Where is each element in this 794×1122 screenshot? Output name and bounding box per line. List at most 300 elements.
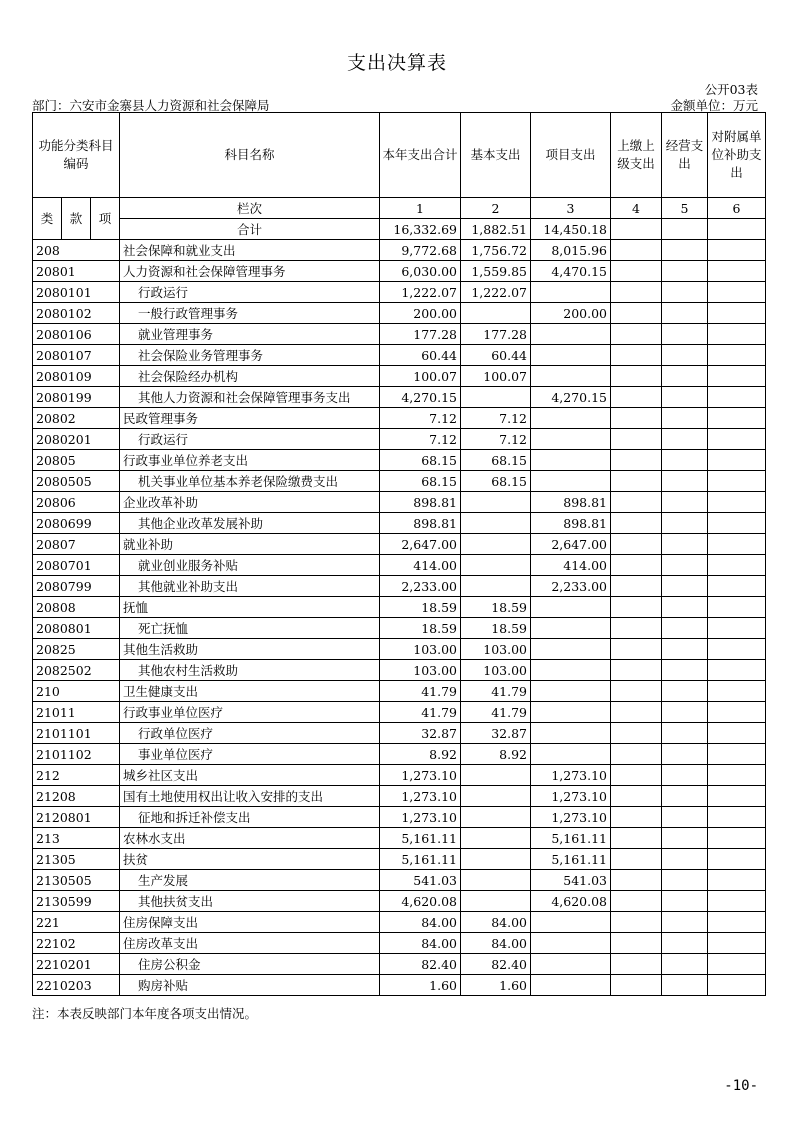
row-code: 212 xyxy=(33,765,120,786)
row-business xyxy=(662,555,708,576)
row-business xyxy=(662,744,708,765)
table-row xyxy=(33,387,766,408)
table-row xyxy=(33,513,766,534)
row-name: 企业改革补助 xyxy=(120,492,380,513)
row-upper xyxy=(611,870,662,891)
table-row xyxy=(33,660,766,681)
row-project xyxy=(531,975,611,996)
table-row xyxy=(33,366,766,387)
table-note: 注：本表反映部门本年度各项支出情况。 xyxy=(32,1006,258,1021)
row-subsidiary xyxy=(708,303,766,324)
row-name: 行政运行 xyxy=(120,282,380,303)
row-name: 社会保障和就业支出 xyxy=(120,240,380,261)
row-project xyxy=(531,744,611,765)
row-total: 7.12 xyxy=(380,408,461,429)
row-basic: 84.00 xyxy=(461,912,531,933)
table-row xyxy=(33,849,766,870)
row-name: 其他人力资源和社会保障管理事务支出 xyxy=(120,387,380,408)
row-code: 2080699 xyxy=(33,513,120,534)
table-row xyxy=(33,828,766,849)
row-upper xyxy=(611,513,662,534)
row-business xyxy=(662,828,708,849)
row-subsidiary xyxy=(708,744,766,765)
row-business xyxy=(662,912,708,933)
row-name: 行政事业单位养老支出 xyxy=(120,450,380,471)
row-project: 8,015.96 xyxy=(531,240,611,261)
row-subsidiary xyxy=(708,492,766,513)
row-subsidiary xyxy=(708,387,766,408)
row-project xyxy=(531,324,611,345)
row-total: 41.79 xyxy=(380,681,461,702)
row-project xyxy=(531,660,611,681)
row-total: 9,772.68 xyxy=(380,240,461,261)
row-basic xyxy=(461,849,531,870)
row-code: 20801 xyxy=(33,261,120,282)
row-business xyxy=(662,366,708,387)
table-row xyxy=(33,282,766,303)
row-total: 541.03 xyxy=(380,870,461,891)
row-code: 2080801 xyxy=(33,618,120,639)
row-total: 68.15 xyxy=(380,471,461,492)
row-basic: 1.60 xyxy=(461,975,531,996)
row-code: 210 xyxy=(33,681,120,702)
table-row xyxy=(33,891,766,912)
table-row xyxy=(33,324,766,345)
row-basic xyxy=(461,534,531,555)
header-total: 本年支出合计 xyxy=(380,113,461,198)
row-project: 1,273.10 xyxy=(531,807,611,828)
row-name: 机关事业单位基本养老保险缴费支出 xyxy=(120,471,380,492)
row-project: 1,273.10 xyxy=(531,786,611,807)
row-subsidiary xyxy=(708,429,766,450)
table-row xyxy=(33,912,766,933)
row-code: 2082502 xyxy=(33,660,120,681)
row-business xyxy=(662,303,708,324)
row-project: 4,620.08 xyxy=(531,891,611,912)
row-basic: 41.79 xyxy=(461,702,531,723)
row-code: 2080101 xyxy=(33,282,120,303)
row-business xyxy=(662,282,708,303)
row-total: 5,161.11 xyxy=(380,849,461,870)
table-row xyxy=(33,870,766,891)
row-project: 2,233.00 xyxy=(531,576,611,597)
row-project: 898.81 xyxy=(531,492,611,513)
row-project: 4,470.15 xyxy=(531,261,611,282)
row-name: 住房公积金 xyxy=(120,954,380,975)
row-business xyxy=(662,576,708,597)
row-business xyxy=(662,534,708,555)
row-total: 1,273.10 xyxy=(380,765,461,786)
row-business xyxy=(662,702,708,723)
row-upper xyxy=(611,282,662,303)
row-subsidiary xyxy=(708,786,766,807)
row-code: 2080106 xyxy=(33,324,120,345)
header-lanci: 栏次 xyxy=(120,198,380,219)
row-basic xyxy=(461,891,531,912)
row-code: 21208 xyxy=(33,786,120,807)
col-num-6: 6 xyxy=(708,198,766,219)
row-total: 1,222.07 xyxy=(380,282,461,303)
row-project xyxy=(531,702,611,723)
row-upper xyxy=(611,450,662,471)
row-name: 社会保险经办机构 xyxy=(120,366,380,387)
row-project xyxy=(531,618,611,639)
row-business xyxy=(662,387,708,408)
table-row xyxy=(33,492,766,513)
row-upper xyxy=(611,786,662,807)
row-upper xyxy=(611,387,662,408)
row-name: 其他生活救助 xyxy=(120,639,380,660)
row-business xyxy=(662,345,708,366)
row-code: 20808 xyxy=(33,597,120,618)
row-upper xyxy=(611,261,662,282)
row-total: 84.00 xyxy=(380,933,461,954)
row-project: 1,273.10 xyxy=(531,765,611,786)
row-subsidiary xyxy=(708,723,766,744)
row-subsidiary xyxy=(708,450,766,471)
header-project: 项目支出 xyxy=(531,113,611,198)
header-kuan: 款 xyxy=(62,198,91,240)
row-total: 898.81 xyxy=(380,492,461,513)
row-subsidiary xyxy=(708,513,766,534)
row-project: 5,161.11 xyxy=(531,828,611,849)
row-project xyxy=(531,954,611,975)
row-subsidiary xyxy=(708,408,766,429)
row-subsidiary xyxy=(708,282,766,303)
row-upper xyxy=(611,849,662,870)
table-row xyxy=(33,534,766,555)
row-business xyxy=(662,849,708,870)
row-code: 2080109 xyxy=(33,366,120,387)
table-row xyxy=(33,933,766,954)
row-upper xyxy=(611,576,662,597)
row-business xyxy=(662,324,708,345)
row-total: 82.40 xyxy=(380,954,461,975)
row-basic: 1,222.07 xyxy=(461,282,531,303)
row-subsidiary xyxy=(708,828,766,849)
header-name: 科目名称 xyxy=(120,113,380,198)
row-name: 一般行政管理事务 xyxy=(120,303,380,324)
row-total: 7.12 xyxy=(380,429,461,450)
row-basic: 32.87 xyxy=(461,723,531,744)
row-project xyxy=(531,282,611,303)
table-row xyxy=(33,597,766,618)
row-subsidiary xyxy=(708,576,766,597)
total-amount: 16,332.69 xyxy=(380,219,461,240)
table-row xyxy=(33,975,766,996)
total-upper xyxy=(611,219,662,240)
row-subsidiary xyxy=(708,534,766,555)
row-total: 18.59 xyxy=(380,618,461,639)
row-subsidiary xyxy=(708,366,766,387)
row-subsidiary xyxy=(708,954,766,975)
header-row xyxy=(33,113,766,198)
row-basic: 18.59 xyxy=(461,597,531,618)
table-row xyxy=(33,954,766,975)
row-name: 城乡社区支出 xyxy=(120,765,380,786)
row-business xyxy=(662,954,708,975)
row-total: 100.07 xyxy=(380,366,461,387)
row-total: 103.00 xyxy=(380,660,461,681)
row-upper xyxy=(611,933,662,954)
row-code: 2080505 xyxy=(33,471,120,492)
row-upper xyxy=(611,639,662,660)
row-code: 2080102 xyxy=(33,303,120,324)
table-row xyxy=(33,807,766,828)
row-business xyxy=(662,975,708,996)
row-code: 2130505 xyxy=(33,870,120,891)
row-name: 民政管理事务 xyxy=(120,408,380,429)
row-upper xyxy=(611,828,662,849)
row-code: 20825 xyxy=(33,639,120,660)
row-upper xyxy=(611,408,662,429)
row-project: 2,647.00 xyxy=(531,534,611,555)
row-name: 其他扶贫支出 xyxy=(120,891,380,912)
row-upper xyxy=(611,702,662,723)
col-num-2: 2 xyxy=(461,198,531,219)
row-code: 20805 xyxy=(33,450,120,471)
row-subsidiary xyxy=(708,849,766,870)
row-total: 18.59 xyxy=(380,597,461,618)
row-basic xyxy=(461,870,531,891)
row-name: 扶贫 xyxy=(120,849,380,870)
col-num-4: 4 xyxy=(611,198,662,219)
row-business xyxy=(662,660,708,681)
table-row xyxy=(33,345,766,366)
row-subsidiary xyxy=(708,681,766,702)
row-project xyxy=(531,597,611,618)
column-number-row xyxy=(33,198,766,219)
row-total: 1,273.10 xyxy=(380,807,461,828)
row-project xyxy=(531,408,611,429)
row-business xyxy=(662,261,708,282)
row-total: 103.00 xyxy=(380,639,461,660)
row-code: 213 xyxy=(33,828,120,849)
row-code: 2101102 xyxy=(33,744,120,765)
row-code: 2080799 xyxy=(33,576,120,597)
row-basic: 177.28 xyxy=(461,324,531,345)
row-basic: 103.00 xyxy=(461,660,531,681)
row-basic: 84.00 xyxy=(461,933,531,954)
col-num-5: 5 xyxy=(662,198,708,219)
row-upper xyxy=(611,975,662,996)
total-project: 14,450.18 xyxy=(531,219,611,240)
row-business xyxy=(662,681,708,702)
row-code: 22102 xyxy=(33,933,120,954)
row-basic xyxy=(461,765,531,786)
table-row xyxy=(33,240,766,261)
row-upper xyxy=(611,324,662,345)
total-subsidiary xyxy=(708,219,766,240)
row-basic: 68.15 xyxy=(461,450,531,471)
row-name: 生产发展 xyxy=(120,870,380,891)
row-code: 20806 xyxy=(33,492,120,513)
row-basic: 1,559.85 xyxy=(461,261,531,282)
row-upper xyxy=(611,366,662,387)
table-row xyxy=(33,723,766,744)
form-code: 公开03表 xyxy=(704,82,758,97)
row-name: 其他企业改革发展补助 xyxy=(120,513,380,534)
row-project xyxy=(531,471,611,492)
row-basic: 68.15 xyxy=(461,471,531,492)
row-business xyxy=(662,513,708,534)
row-business xyxy=(662,870,708,891)
row-total: 2,647.00 xyxy=(380,534,461,555)
row-business xyxy=(662,597,708,618)
row-upper xyxy=(611,723,662,744)
row-business xyxy=(662,765,708,786)
table-row xyxy=(33,618,766,639)
row-total: 177.28 xyxy=(380,324,461,345)
header-xiang: 项 xyxy=(91,198,120,240)
table-row xyxy=(33,450,766,471)
row-basic: 18.59 xyxy=(461,618,531,639)
row-name: 就业创业服务补贴 xyxy=(120,555,380,576)
row-upper xyxy=(611,807,662,828)
row-code: 20807 xyxy=(33,534,120,555)
row-project xyxy=(531,345,611,366)
row-business xyxy=(662,429,708,450)
row-business xyxy=(662,891,708,912)
row-business xyxy=(662,492,708,513)
row-basic: 8.92 xyxy=(461,744,531,765)
row-subsidiary xyxy=(708,870,766,891)
row-name: 行政单位医疗 xyxy=(120,723,380,744)
row-subsidiary xyxy=(708,261,766,282)
total-business xyxy=(662,219,708,240)
row-project xyxy=(531,639,611,660)
row-subsidiary xyxy=(708,660,766,681)
row-basic xyxy=(461,576,531,597)
row-project: 5,161.11 xyxy=(531,849,611,870)
row-basic xyxy=(461,303,531,324)
row-subsidiary xyxy=(708,345,766,366)
table-row xyxy=(33,471,766,492)
header-basic: 基本支出 xyxy=(461,113,531,198)
header-lei: 类 xyxy=(33,198,62,240)
row-upper xyxy=(611,954,662,975)
row-basic xyxy=(461,492,531,513)
row-basic: 60.44 xyxy=(461,345,531,366)
row-name: 人力资源和社会保障管理事务 xyxy=(120,261,380,282)
row-total: 60.44 xyxy=(380,345,461,366)
row-name: 就业补助 xyxy=(120,534,380,555)
page-title: 支出决算表 xyxy=(346,52,447,74)
row-subsidiary xyxy=(708,702,766,723)
row-subsidiary xyxy=(708,639,766,660)
row-upper xyxy=(611,744,662,765)
row-business xyxy=(662,786,708,807)
row-code: 2080701 xyxy=(33,555,120,576)
row-code: 21011 xyxy=(33,702,120,723)
row-total: 32.87 xyxy=(380,723,461,744)
row-total: 6,030.00 xyxy=(380,261,461,282)
row-project xyxy=(531,366,611,387)
row-business xyxy=(662,240,708,261)
col-num-3: 3 xyxy=(531,198,611,219)
row-basic: 103.00 xyxy=(461,639,531,660)
row-code: 20802 xyxy=(33,408,120,429)
row-name: 行政事业单位医疗 xyxy=(120,702,380,723)
row-subsidiary xyxy=(708,240,766,261)
row-total: 41.79 xyxy=(380,702,461,723)
row-subsidiary xyxy=(708,912,766,933)
row-name: 农林水支出 xyxy=(120,828,380,849)
row-code: 2210201 xyxy=(33,954,120,975)
row-total: 1.60 xyxy=(380,975,461,996)
row-project xyxy=(531,429,611,450)
table-row xyxy=(33,639,766,660)
row-business xyxy=(662,807,708,828)
row-upper xyxy=(611,429,662,450)
row-code: 2101101 xyxy=(33,723,120,744)
row-upper xyxy=(611,345,662,366)
row-code: 2080107 xyxy=(33,345,120,366)
row-code: 2130599 xyxy=(33,891,120,912)
row-project: 898.81 xyxy=(531,513,611,534)
row-name: 其他就业补助支出 xyxy=(120,576,380,597)
expenditure-table xyxy=(32,112,766,996)
row-basic xyxy=(461,786,531,807)
row-project: 200.00 xyxy=(531,303,611,324)
row-code: 208 xyxy=(33,240,120,261)
table-row xyxy=(33,261,766,282)
row-basic: 82.40 xyxy=(461,954,531,975)
amount-unit-label: 金额单位：万元 xyxy=(670,98,758,113)
page-number: -10- xyxy=(724,1078,758,1094)
row-subsidiary xyxy=(708,324,766,345)
row-basic xyxy=(461,387,531,408)
row-basic xyxy=(461,555,531,576)
row-business xyxy=(662,618,708,639)
row-name: 就业管理事务 xyxy=(120,324,380,345)
row-upper xyxy=(611,765,662,786)
row-upper xyxy=(611,660,662,681)
row-project xyxy=(531,681,611,702)
table-row xyxy=(33,681,766,702)
row-project xyxy=(531,933,611,954)
row-subsidiary xyxy=(708,597,766,618)
row-basic xyxy=(461,828,531,849)
table-row xyxy=(33,576,766,597)
row-total: 1,273.10 xyxy=(380,786,461,807)
header-business: 经营支出 xyxy=(662,113,708,198)
header-upper: 上缴上级支出 xyxy=(611,113,662,198)
row-name: 住房保障支出 xyxy=(120,912,380,933)
row-basic: 41.79 xyxy=(461,681,531,702)
row-total: 4,270.15 xyxy=(380,387,461,408)
row-project: 414.00 xyxy=(531,555,611,576)
row-project: 541.03 xyxy=(531,870,611,891)
row-name: 购房补贴 xyxy=(120,975,380,996)
row-basic: 7.12 xyxy=(461,408,531,429)
table-row xyxy=(33,702,766,723)
row-basic: 7.12 xyxy=(461,429,531,450)
row-name: 征地和拆迁补偿支出 xyxy=(120,807,380,828)
row-upper xyxy=(611,618,662,639)
row-project xyxy=(531,723,611,744)
row-upper xyxy=(611,555,662,576)
row-basic: 1,756.72 xyxy=(461,240,531,261)
row-basic xyxy=(461,807,531,828)
row-upper xyxy=(611,597,662,618)
row-business xyxy=(662,408,708,429)
total-row xyxy=(33,219,766,240)
header-subsidiary: 对附属单位补助支出 xyxy=(708,113,766,198)
row-project: 4,270.15 xyxy=(531,387,611,408)
row-upper xyxy=(611,240,662,261)
row-subsidiary xyxy=(708,807,766,828)
